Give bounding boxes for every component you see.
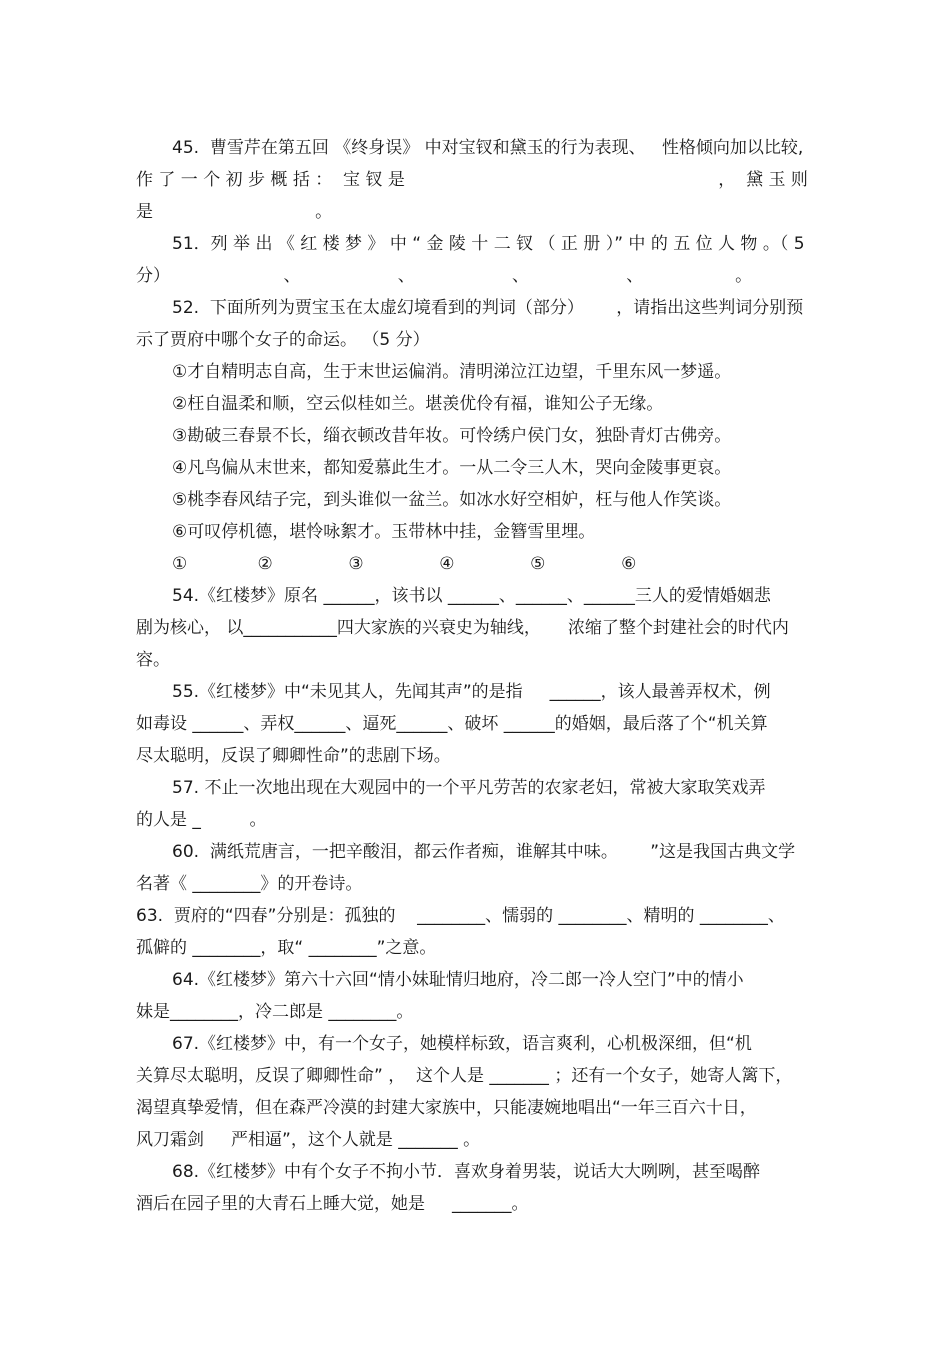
line-26: 孤僻的 ________，取“ ________”之意。 bbox=[136, 938, 437, 958]
line-28: 妹是________，冷二郎是 ________。 bbox=[136, 1002, 414, 1022]
line-34: 酒后在园子里的大青石上睡大觉，她是 _______。 bbox=[136, 1194, 529, 1214]
line-15: 54.《红楼梦》原名 ______，该书以 ______、______、______三人的爱情婚姻悲 bbox=[172, 586, 771, 606]
line-03: 是 。 bbox=[136, 202, 333, 222]
line-16: 剧为核心， 以___________四大家族的兴衰史为轴线， 浓缩了整个封建社会的时代内 bbox=[136, 618, 789, 638]
line-04: 51．列 举 出 《 红 楼 梦 》 中 “ 金 陵 十 二 钗 （ 正 册 ）” 中 的 五 位 人 物 。（ 5 bbox=[172, 234, 805, 254]
line-32: 风刀霜剑 严相逼”，这个人就是 _______ 。 bbox=[136, 1130, 481, 1150]
line-24: 名著《 ________》的开卷诗。 bbox=[136, 874, 363, 894]
line-09: ②枉自温柔和顺，空云似桂如兰。堪羡优伶有福，谁知公子无缘。 bbox=[172, 394, 664, 414]
line-29: 67.《红楼梦》中，有一个女子，她模样标致，语言爽利，心机极深细，但“机 bbox=[172, 1034, 752, 1054]
line-23: 60. 满纸荒唐言，一把辛酸泪，都云作者痴，谁解其中味。 ”这是我国古典文学 bbox=[172, 842, 796, 862]
line-20: 尽太聪明，反误了卿卿性命”的悲剧下场。 bbox=[136, 746, 451, 766]
line-06: 52. 下面所列为贾宝玉在太虚幻境看到的判词（部分） ，请指出这些判词分别预 bbox=[172, 298, 804, 318]
line-11: ④凡鸟偏从末世来，都知爱慕此生才。一从二令三人木，哭向金陵事更哀。 bbox=[172, 458, 732, 478]
line-05: 分） 、 、 、 、 。 bbox=[136, 266, 753, 286]
line-08: ①才自精明志自高，生于末世运偏消。清明涕泣江边望，千里东风一梦遥。 bbox=[172, 362, 732, 382]
line-14: ① ② ③ ④ ⑤ ⑥ bbox=[172, 554, 637, 574]
line-01: 45. 曹雪芹在第五回 《终身误》 中对宝钗和黛玉的行为表现、 性格倾向加以比较, bbox=[172, 138, 804, 158]
line-22: 的人是 _ 。 bbox=[136, 810, 267, 830]
line-27: 64.《红楼梦》第六十六回“情小妹耻情归地府，冷二郎一冷人空门”中的情小 bbox=[172, 970, 744, 990]
line-33: 68.《红楼梦》中有个女子不拘小节．喜欢身着男装，说话大大咧咧，甚至喝醉 bbox=[172, 1162, 761, 1182]
line-21: 57. 不止一次地出现在大观园中的一个平凡劳苦的农家老妇，常被大家取笑戏弄 bbox=[172, 778, 766, 798]
line-30: 关算尽太聪明，反误了卿卿性命” ， 这个人是 _______ ；还有一个女子，她寄人篱下， bbox=[136, 1066, 793, 1086]
line-02: 作 了 一 个 初 步 概 括 ： 宝 钗 是 ， 黛 玉 则 bbox=[136, 170, 808, 190]
line-31: 渴望真挚爱情，但在森严冷漠的封建大家族中，只能凄婉地唱出“一年三百六十日， bbox=[136, 1098, 757, 1118]
line-25: 63. 贾府的“四春”分别是：孤独的 ________、懦弱的 ________、精明的 ________、 bbox=[136, 906, 785, 926]
line-10: ③勘破三春景不长，缁衣顿改昔年妆。可怜绣户侯门女，独卧青灯古佛旁。 bbox=[172, 426, 732, 446]
line-17: 容。 bbox=[136, 650, 170, 670]
line-18: 55.《红楼梦》中“未见其人，先闻其声”的是指 ______，该人最善弄权术，例 bbox=[172, 682, 771, 702]
line-19: 如毒设 ______、弄权______、逼死______、破坏 ______的婚姻，最后落了个“机关算 bbox=[136, 714, 768, 734]
line-12: ⑤桃李春风结子完，到头谁似一盆兰。如冰水好空相妒，枉与他人作笑谈。 bbox=[172, 490, 732, 510]
line-13: ⑥可叹停机德，堪怜咏絮才。玉带林中挂，金簪雪里埋。 bbox=[172, 522, 596, 542]
line-07: 示了贾府中哪个女子的命运。 （5 分） bbox=[136, 330, 430, 350]
